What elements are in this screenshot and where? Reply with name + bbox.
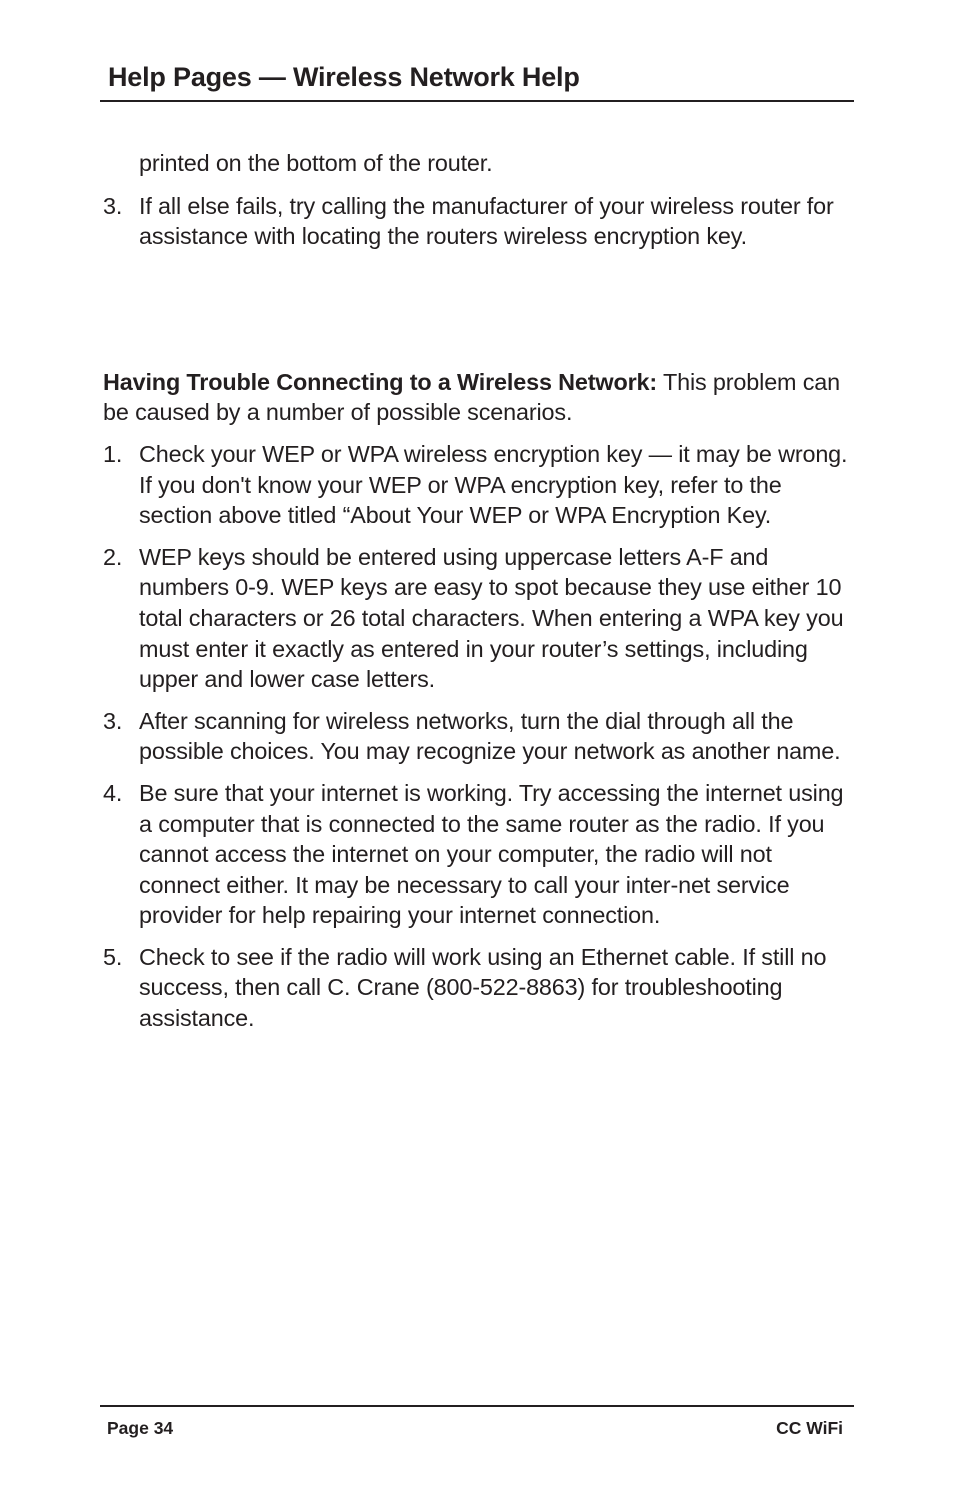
page-number: Page 34 [107, 1418, 174, 1438]
list-item [103, 191, 855, 252]
section-gap [103, 263, 855, 367]
section-heading: Having Trouble Connecting to a Wireless Network: [103, 368, 658, 395]
list-item [103, 942, 855, 1034]
list-text: If all else fails, try calling the manufacturer of your wireless router for assistance with locating the routers wireless encryption key. [139, 192, 834, 250]
product-name: CC WiFi [776, 1418, 843, 1438]
list-number: 5. [103, 943, 123, 970]
section-intro [103, 367, 855, 428]
list-text: Check to see if the radio will work using an Ethernet cable. If still no success, then call C. Crane (800-522-8863) for troubleshooting assistance. [139, 943, 827, 1032]
list-number: 1. [103, 440, 123, 467]
page-footer [100, 1405, 854, 1438]
list-text: WEP keys should be entered using uppercase letters A-F and numbers 0-9. WEP keys are easy to spot because they use either 10 total characters or 26 total characters. When entering a WPA key you must enter it exactly as entered in your router’s settings, including upper and lower case letters. [139, 543, 844, 693]
list-text: Check your WEP or WPA wireless encryption key — it may be wrong. If you don't know your WEP or WPA encryption key, refer to the section above titled “About Your WEP or WPA Encryption Key. [139, 440, 848, 529]
page-header [100, 58, 854, 102]
list-item [103, 542, 855, 695]
list-item [103, 706, 855, 767]
list-text: After scanning for wireless networks, turn the dial through all the possible choices. You may recognize your network as another name. [139, 707, 841, 765]
list-number: 3. [103, 192, 123, 219]
section-intro-text: This problem can be caused by a number of possible scenarios. [103, 368, 840, 426]
list-item [103, 778, 855, 931]
list-item [103, 439, 855, 531]
list-number: 4. [103, 779, 123, 806]
continued-text: printed on the bottom of the router. [139, 150, 493, 176]
page-content [103, 148, 855, 1045]
list-number: 3. [103, 707, 123, 734]
list-number: 2. [103, 543, 123, 570]
page-title: Help Pages — Wireless Network Help [108, 62, 580, 92]
list-text: Be sure that your internet is working. Try accessing the internet using a computer that is connected to the same router as the radio. If you cannot access the internet on your computer, the radio will not connect either. It may be necessary to call your inter-net service provider for help repairing your internet connection. [139, 779, 844, 929]
